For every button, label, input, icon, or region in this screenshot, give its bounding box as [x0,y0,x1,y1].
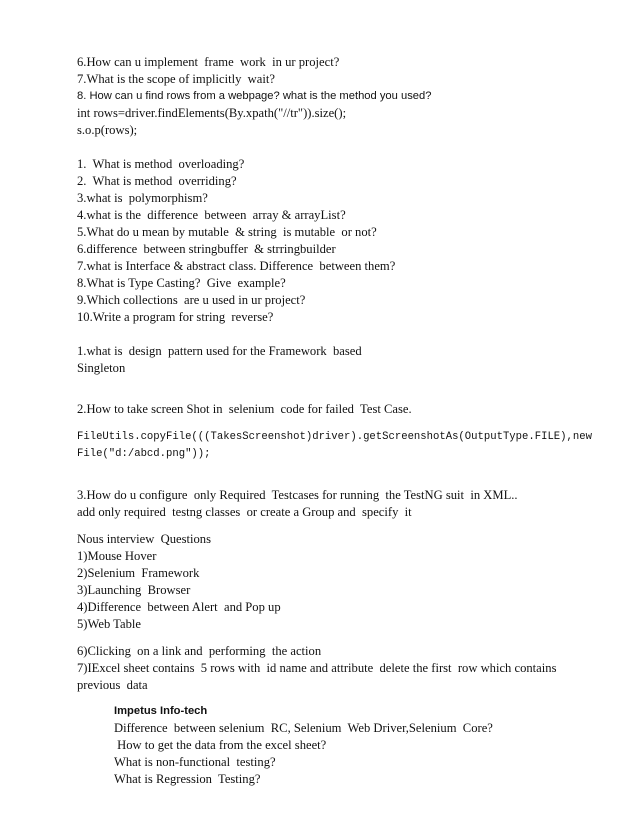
question-line: 7.What is the scope of implicitly wait? [77,72,275,86]
question-line: Difference between selenium RC, Selenium Web Driver,Selenium Core? [114,721,493,735]
answer-line: add only required testng classes or create a Group and specify it [77,505,412,519]
question-line: 9.Which collections are u used in ur project? [77,293,306,307]
question-line: 2.How to take screen Shot in selenium code for failed Test Case. [77,402,412,416]
question-line: 4)Difference between Alert and Pop up [77,600,281,614]
question-line: 2)Selenium Framework [77,566,200,580]
question-line: 1. What is method overloading? [77,157,245,171]
question-line: 5.What do u mean by mutable & string is mutable or not? [77,225,377,239]
question-line: 4.what is the difference between array & arrayList? [77,208,346,222]
question-line: 1)Mouse Hover [77,549,157,563]
question-line: 6)Clicking on a link and performing the action [77,644,322,658]
question-line: 3.what is polymorphism? [77,191,208,205]
code-line: s.o.p(rows); [77,123,138,137]
section-heading: Nous interview Questions [77,532,211,546]
code-line: FileUtils.copyFile(((TakesScreenshot)driver).getScreenshotAs(OutputType.FILE),new [77,431,592,443]
code-line: File("d:/abcd.png")); [77,448,211,460]
question-line: previous data [77,678,148,692]
question-line: 6.How can u implement frame work in ur project? [77,55,340,69]
question-line: 8.What is Type Casting? Give example? [77,276,286,290]
question-line: 7.what is Interface & abstract class. Difference between them? [77,259,396,273]
question-line: 3)Launching Browser [77,583,191,597]
question-line: How to get the data from the excel sheet? [114,738,327,752]
code-line: int rows=driver.findElements(By.xpath("//tr")).size(); [77,106,347,120]
question-line: 10.Write a program for string reverse? [77,310,274,324]
question-line: 7)IExcel sheet contains 5 rows with id name and attribute delete the first row which contains [77,661,557,675]
question-line: 1.what is design pattern used for the Framework based [77,344,362,358]
question-line: 6.difference between stringbuffer & strringbuilder [77,242,336,256]
question-line: 5)Web Table [77,617,141,631]
question-line: What is non-functional testing? [114,755,276,769]
question-line: 8. How can u find rows from a webpage? what is the method you used? [77,90,432,102]
answer-line: Singleton [77,361,126,375]
section-heading: Impetus Info-tech [114,705,208,717]
question-line: 3.How do u configure only Required Testcases for running the TestNG suit in XML.. [77,488,518,502]
question-line: What is Regression Testing? [114,772,261,786]
question-line: 2. What is method overriding? [77,174,237,188]
